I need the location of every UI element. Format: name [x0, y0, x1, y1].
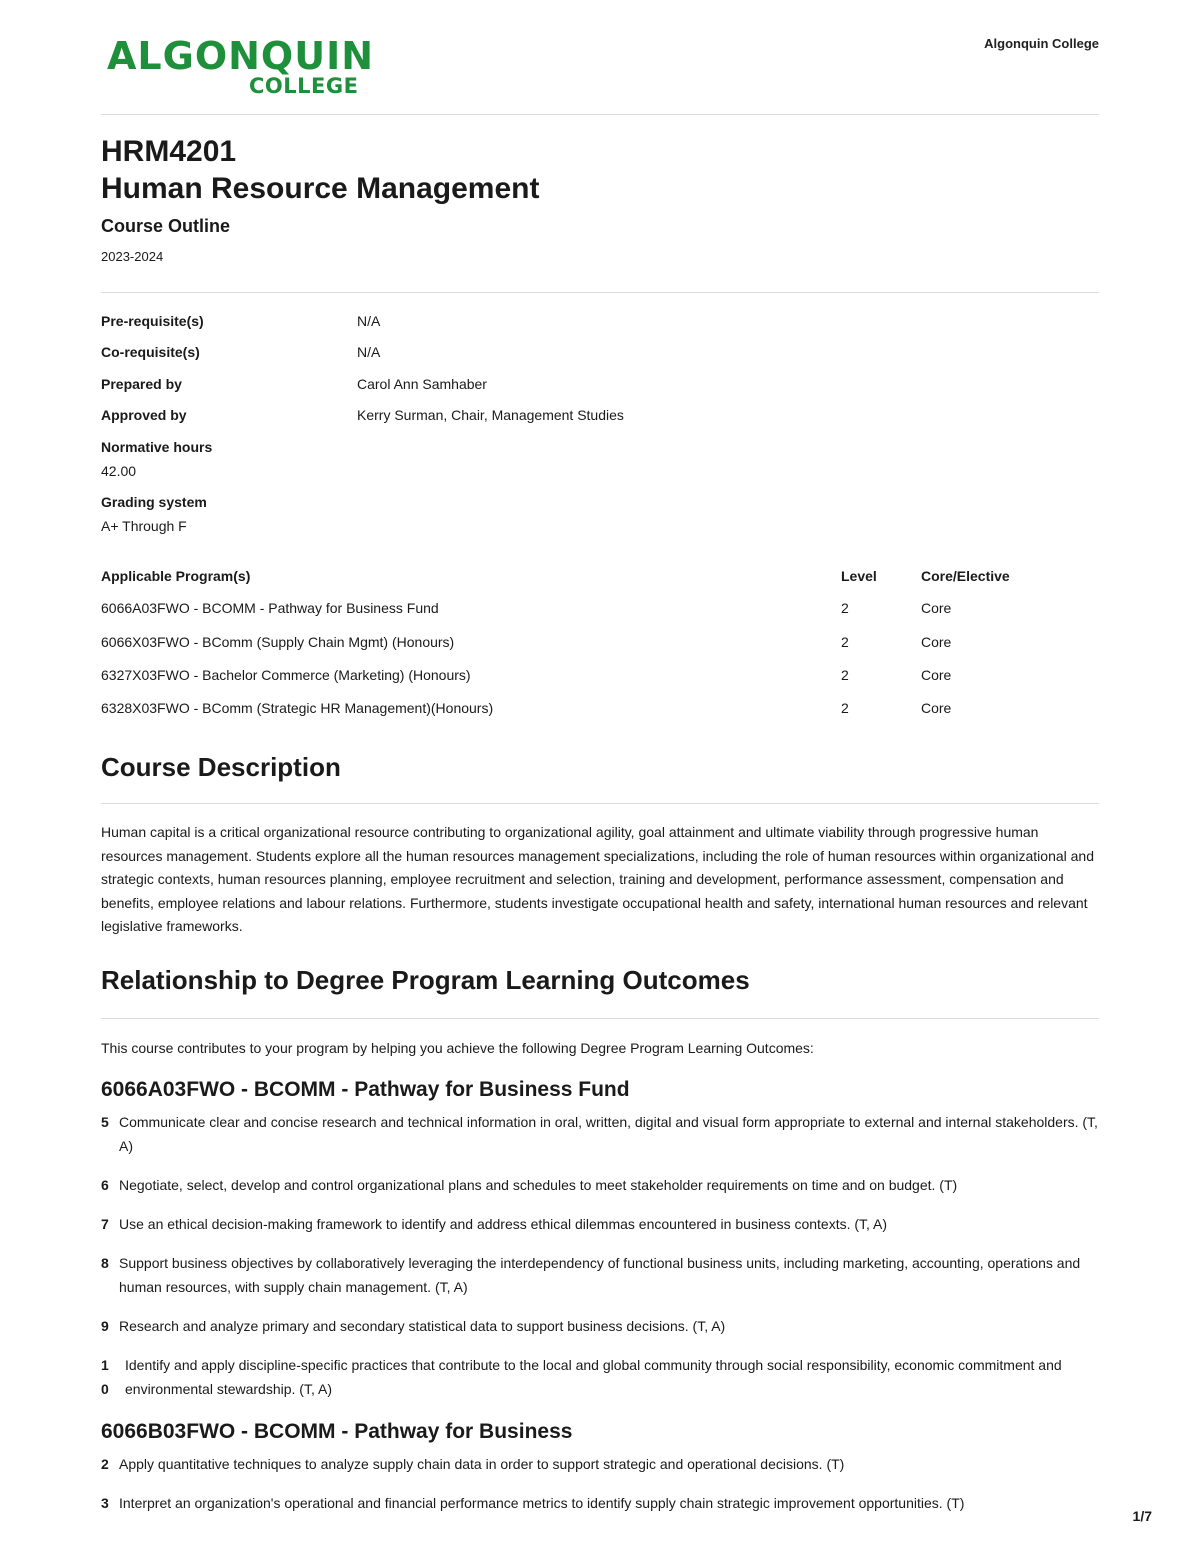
- program-name: 6327X03FWO - Bachelor Commerce (Marketing) (Honours): [101, 667, 471, 683]
- meta-grading-system: [101, 490, 207, 538]
- logo-subtitle: COLLEGE: [249, 74, 359, 98]
- outcome-text: Negotiate, select, develop and control organizational plans and schedules to meet stakeholder requirements on time and on budget. (T): [119, 1177, 958, 1193]
- meta-value: Kerry Surman, Chair, Management Studies: [357, 407, 624, 423]
- list-item: [101, 1252, 1099, 1299]
- program-level: 2: [841, 634, 849, 650]
- outcome-text: Use an ethical decision-making framework to identify and address ethical dilemmas encountered in business contexts. (T, A): [119, 1216, 888, 1232]
- program-name: 6328X03FWO - BComm (Strategic HR Management)(Honours): [101, 700, 494, 716]
- outcome-number: 5: [101, 1114, 109, 1130]
- course-code: HRM4201: [101, 135, 237, 168]
- course-description-text: Human capital is a critical organizational resource contributing to organizational agility, goal attainment and ultimate viability through progressive human resources management. Students explore all the human resources management specializations, including the role of human resources within organizational and strategic contexts, human resources planning, employee recruitment and selection, training and development, performance assessment, compensation and benefits, employee relations and labour relations. Furthermore, students investigate occupational health and safety, international human resources and relevant legislative frameworks.: [101, 824, 1095, 934]
- outcome-text: Apply quantitative techniques to analyze supply chain data in order to support strategic and operational decisions. (T): [119, 1456, 845, 1472]
- outcome-number-digit: 0: [101, 1380, 109, 1397]
- meta-value: Carol Ann Samhaber: [357, 376, 487, 392]
- list-item: [101, 1213, 1099, 1237]
- meta-value: 42.00: [101, 463, 137, 479]
- meta-label: Co-requisite(s): [101, 344, 200, 360]
- meta-label: Normative hours: [101, 439, 213, 455]
- section-heading-outcomes: Relationship to Degree Program Learning Outcomes: [101, 965, 750, 995]
- program-name: 6066A03FWO - BCOMM - Pathway for Business Fund: [101, 600, 439, 616]
- header-institution: Algonquin College: [984, 36, 1099, 51]
- outcome-text: Support business objectives by collaboratively leveraging the interdependency of functional business units, including marketing, accounting, operations and human resources, with supply chain management. (T, A): [119, 1255, 1081, 1295]
- program-level: 2: [841, 600, 849, 616]
- meta-label: Grading system: [101, 494, 207, 510]
- outcome-text: Communicate clear and concise research and technical information in oral, written, digital and visual form appropriate to external and internal stakeholders. (T, A): [119, 1114, 1098, 1154]
- program-level: 2: [841, 667, 849, 683]
- program-type: Core: [921, 667, 952, 683]
- divider: [101, 292, 1099, 293]
- table-row: [101, 600, 1099, 620]
- outcome-number: 2: [101, 1456, 109, 1472]
- divider: [101, 1018, 1099, 1019]
- divider: [101, 114, 1099, 115]
- program-type: Core: [921, 634, 952, 650]
- meta-label: Approved by: [101, 407, 187, 423]
- meta-label: Prepared by: [101, 376, 182, 392]
- column-header: Core/Elective: [921, 568, 1010, 584]
- outcome-number: 9: [101, 1318, 109, 1334]
- outcome-text: Research and analyze primary and secondary statistical data to support business decisions. (T, A): [119, 1318, 726, 1334]
- list-item: [101, 1174, 1099, 1198]
- meta-normative-hours: [101, 435, 212, 483]
- table-row: [101, 700, 1099, 720]
- outcome-number: 6: [101, 1177, 109, 1193]
- page-number: 1/7: [1132, 1508, 1152, 1524]
- outcome-number-digit: 1: [101, 1357, 109, 1373]
- column-header: Applicable Program(s): [101, 568, 251, 584]
- column-header: Level: [841, 568, 877, 584]
- table-row: [101, 634, 1099, 654]
- program-level: 2: [841, 700, 849, 716]
- table-row: [101, 667, 1099, 687]
- program-type: Core: [921, 600, 952, 616]
- college-logo: [101, 36, 381, 100]
- outcome-text: Identify and apply discipline-specific practices that contribute to the local and global community through social responsibility, economic commitment and environmental stewardship. (T, A): [125, 1357, 1062, 1397]
- divider: [101, 803, 1099, 804]
- list-item: [101, 1111, 1099, 1158]
- meta-value: A+ Through F: [101, 518, 187, 534]
- section-heading-description: Course Description: [101, 752, 341, 782]
- meta-label: Pre-requisite(s): [101, 313, 204, 329]
- outcome-number: 8: [101, 1255, 109, 1271]
- outcome-number: 7: [101, 1216, 109, 1232]
- list-item: [101, 1492, 1099, 1516]
- outcomes-intro: This course contributes to your program by helping you achieve the following Degree Program Learning Outcomes:: [101, 1040, 814, 1056]
- list-item: [101, 1315, 1099, 1339]
- program-outcomes-heading: 6066A03FWO - BCOMM - Pathway for Business Fund: [101, 1078, 630, 1101]
- list-item: [101, 1354, 1099, 1401]
- meta-value: N/A: [357, 313, 381, 329]
- outcome-text: Interpret an organization's operational and financial performance metrics to identify supply chain strategic improvement opportunities. (T): [119, 1495, 965, 1511]
- list-item: [101, 1453, 1099, 1477]
- logo-wordmark: ALGONQUIN: [107, 34, 375, 78]
- meta-value: N/A: [357, 344, 381, 360]
- document-type: Course Outline: [101, 216, 231, 236]
- program-outcomes-heading: 6066B03FWO - BCOMM - Pathway for Business: [101, 1420, 573, 1443]
- program-name: 6066X03FWO - BComm (Supply Chain Mgmt) (Honours): [101, 634, 455, 650]
- programs-table-header: [101, 568, 1099, 588]
- program-type: Core: [921, 700, 952, 716]
- academic-year: 2023-2024: [101, 249, 164, 264]
- course-title: Human Resource Management: [101, 172, 540, 205]
- outcome-number: 3: [101, 1495, 109, 1511]
